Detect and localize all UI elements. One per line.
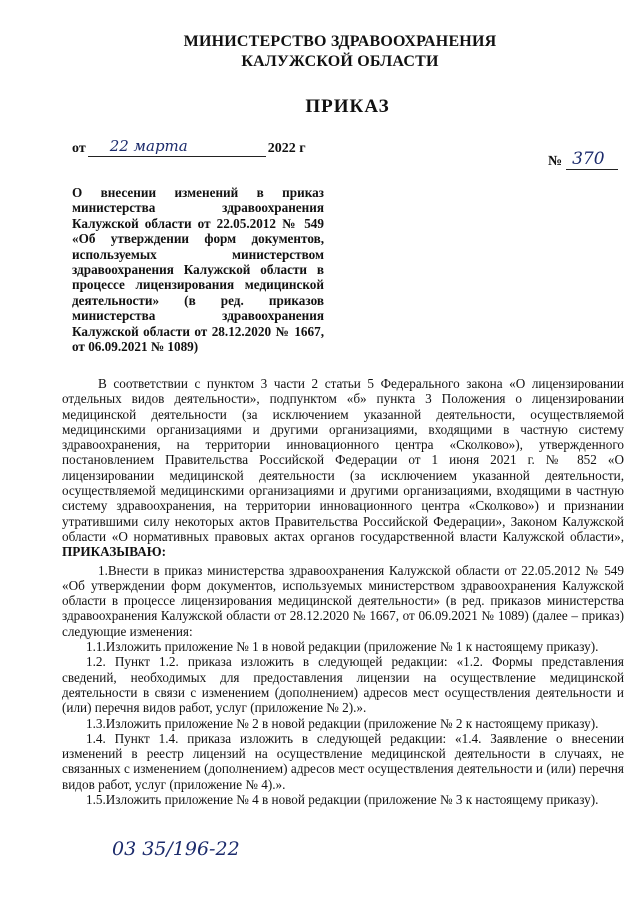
handwritten-number: 370 <box>572 149 605 169</box>
org-name-line2: КАЛУЖСКОЙ ОБЛАСТИ <box>241 53 439 70</box>
order-word: ПРИКАЗЫВАЮ: <box>62 544 166 560</box>
org-name-line1: МИНИСТЕРСТВО ЗДРАВООХРАНЕНИЯ <box>183 33 497 50</box>
item-1-5: 1.5.Изложить приложение № 4 в новой редакции (приложение № 3 к настоящему приказу). <box>86 792 599 808</box>
handwritten-registration-number: 03 35/196-22 <box>112 838 240 860</box>
item-1-2: 1.2. Пункт 1.2. приказа изложить в следующей редакции: «1.2. Формы представления сведений, необходимых для предоставления лицензии на осуществление медицинской деятельности в связи с изменением (дополнением) адресов мест осуществления деятельности и (или) перечня видов работ, услуг (приложение № 2).». <box>62 654 624 716</box>
preamble-text: В соответствии с пунктом 3 части 2 статьи 5 Федерального закона «О лицензировании отдельных видов деятельности», подпунктом «б» пункта 3 Положения о лицензировании медицинской деятельности (за исключением указанной деятельности, осуществляемой медицинскими организациями и другими организациями, входящими в частную систему здравоохранения, на территории инновационного центра «Сколково»), утвержденного постановлением Правительства Российской Федерации от 1 июня 2021 г. № 852 «О лицензировании медицинской деятельности (за исключением указанной деятельности, осуществляемой медицинскими организациями и другими организациями, входящими в частную систему здравоохранения, на территории инновационного центра «Сколково») и признании утратившими силу некоторых актов Правительства Российской Федерации», Законом Калужской области «О нормативных правовых актах органов государственной власти Калужской области», <box>62 376 624 544</box>
order-body <box>62 376 624 807</box>
order-number-line <box>548 149 618 170</box>
item-1-4: 1.4. Пункт 1.4. приказа изложить в следующей редакции: «1.4. Заявление о внесении изменений в реестр лицензий на осуществление медицинской деятельности в случаях, не связанных с изменением (дополнением) адресов мест осуществления деятельности и (или) перечня видов работ, услуг (приложение № 4).». <box>62 730 624 792</box>
document-type-title <box>0 96 640 118</box>
date-prefix: от <box>72 141 86 156</box>
date-line <box>72 137 306 157</box>
date-fill-line <box>88 137 266 157</box>
item-1-3: 1.3.Изложить приложение № 2 в новой редакции (приложение № 2 к настоящему приказу). <box>86 715 599 731</box>
handwritten-date: 22 марта <box>109 137 188 155</box>
document-type-label: ПРИКАЗ <box>305 96 390 117</box>
preamble-paragraph <box>62 376 624 560</box>
order-subject: О внесении изменений в приказ министерства здравоохранения Калужской области от 22.05.2012 № 549 «Об утверждении форм документов, используемых министерством здравоохранения Калужской области в процессе лицензирования медицинской деятельности» (в ред. приказов министерства здравоохранения Калужской области от 28.12.2020 № 1667, от 06.09.2021 № 1089) <box>72 185 324 355</box>
organization-header <box>0 32 640 72</box>
date-year-suffix: 2022 г <box>267 141 306 156</box>
item-1: 1.Внести в приказ министерства здравоохранения Калужской области от 22.05.2012 № 549 «Об утверждении форм документов, используемых министерством здравоохранения Калужской области в процессе лицензирования медицинской деятельности» (в ред. приказов министерства здравоохранения Калужской области от 28.12.2020 № 1667, от 06.09.2021 № 1089) (далее – приказ) следующие изменения: <box>62 562 624 639</box>
number-prefix: № <box>548 154 563 169</box>
number-fill-line <box>566 149 618 170</box>
item-1-1: 1.1.Изложить приложение № 1 в новой редакции (приложение № 1 к настоящему приказу). <box>86 639 599 655</box>
